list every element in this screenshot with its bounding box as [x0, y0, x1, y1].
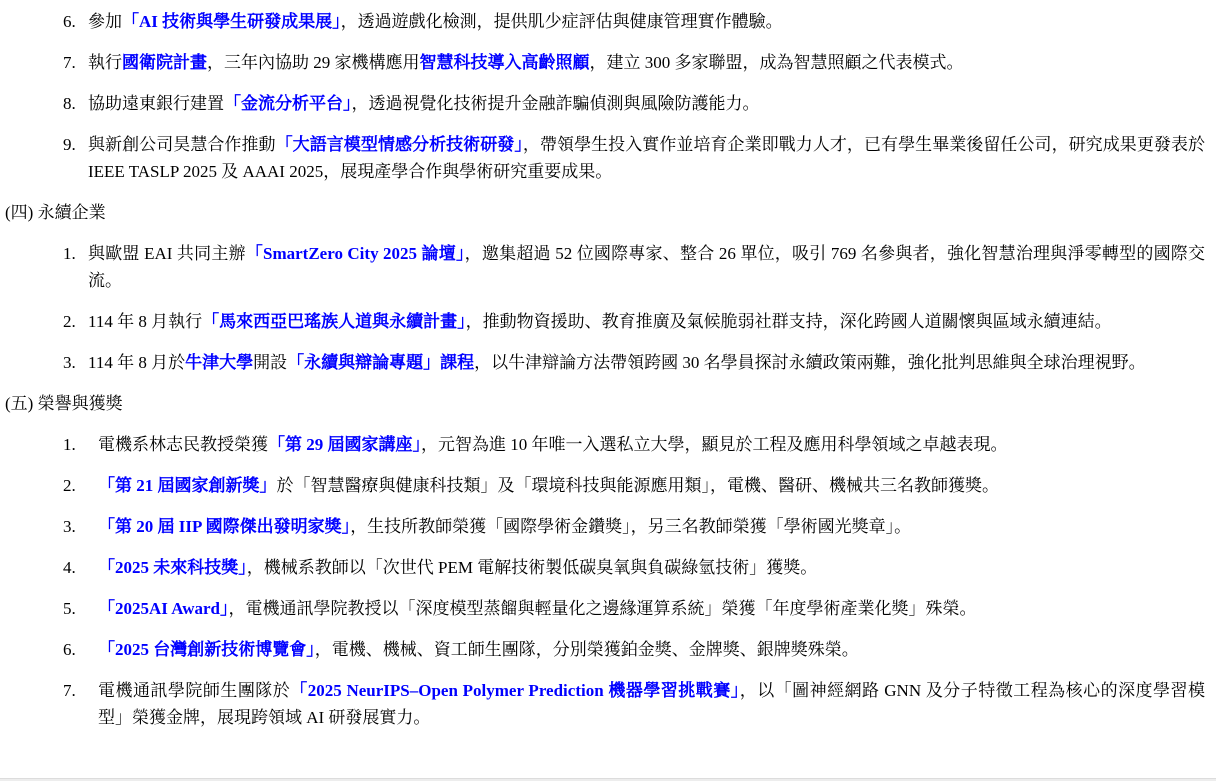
text-run: ，電機、機械、資工師生團隊，分別榮獲鉑金獎、金牌獎、銀牌獎殊榮。	[314, 640, 859, 659]
list-item	[0, 49, 1205, 76]
list-item	[0, 240, 1205, 294]
list-item	[0, 131, 1205, 185]
section-heading-honors: (五) 榮譽與獲獎	[5, 394, 123, 413]
list-item-text	[98, 595, 1205, 622]
list-item	[0, 90, 1205, 117]
text-run: ，透過遊戲化檢測，提供肌少症評估與健康管理實作體驗。	[340, 12, 783, 31]
list-item-text	[88, 49, 1205, 76]
text-run: ，以牛津辯論方法帶領跨國 30 名學員探討永續政策兩難，強化批判思維與全球治理視野。	[474, 353, 1146, 372]
list-item-number: 6.	[63, 12, 76, 31]
list-item	[0, 636, 1205, 663]
highlighted-term: 「永續與辯論專題」課程	[287, 353, 475, 372]
highlighted-term: 國衛院計畫	[122, 53, 207, 72]
list-item-text	[88, 90, 1205, 117]
list-item	[0, 308, 1205, 335]
text-run: 與歐盟 EAI 共同主辦	[88, 244, 246, 263]
highlighted-term: 「2025 NeurIPS–Open Polymer Prediction 機器學習挑戰賽」	[290, 681, 740, 700]
text-run: 114 年 8 月執行	[88, 312, 203, 331]
highlighted-term: 「第 21 屆國家創新獎」	[98, 476, 277, 495]
highlighted-term: 「2025 未來科技獎」	[98, 558, 247, 577]
text-run: 協助遠東銀行建置	[88, 94, 224, 113]
list-item-text	[88, 308, 1205, 335]
text-run: 電機系林志民教授榮獲	[98, 435, 268, 454]
list-item-text	[98, 513, 1205, 540]
list-item-number: 5.	[63, 599, 76, 618]
text-run: ，機械系教師以「次世代 PEM 電解技術製低碳臭氧與負碳綠氫技術」獲獎。	[246, 558, 818, 577]
text-run: ，推動物資援助、教育推廣及氣候脆弱社群支持，深化跨國人道關懷與區域永續連結。	[465, 312, 1112, 331]
text-run: ，邀集超過 52 位國際專家、整合 26 單位，吸引 769 名參與者，強化智慧治理與淨零轉型的國際交流。	[88, 244, 1206, 290]
highlighted-term: 「AI 技術與學生研發成果展」	[122, 12, 341, 31]
list-item-number: 7.	[63, 681, 76, 700]
highlighted-term: 「2025 台灣創新技術博覽會」	[98, 640, 315, 659]
list-item-number: 8.	[63, 94, 76, 113]
list-item-number: 9.	[63, 135, 76, 154]
list-item	[0, 431, 1205, 458]
text-run: 電機通訊學院師生團隊於	[98, 681, 291, 700]
text-run: 與新創公司昊慧合作推動	[88, 135, 276, 154]
text-run: ，元智為進 10 年唯一入選私立大學，顯見於工程及應用科學領域之卓越表現。	[421, 435, 1008, 454]
text-run: ，帶領學生投入實作並培育企業即戰力人才，已有學生畢業後留任公司，研究成果更發表於 IEEE TASLP 2025 及 AAAI 2025，展現產學合作與學術研究重要成果。	[88, 135, 1206, 181]
text-run: ，電機通訊學院教授以「深度模型蒸餾與輕量化之邊緣運算系統」榮獲「年度學術產業化獎」殊榮。	[228, 599, 977, 618]
text-run: 於「智慧醫療與健康科技類」及「環境科技與能源應用類」，電機、醫研、機械共三名教師獲獎。	[276, 476, 999, 495]
text-run: ，建立 300 多家聯盟，成為智慧照顧之代表模式。	[589, 53, 964, 72]
list-item	[0, 472, 1205, 499]
text-run: 114 年 8 月於	[88, 353, 186, 372]
list-item-number: 2.	[63, 476, 76, 495]
list-item-text	[88, 8, 1205, 35]
list-item	[0, 677, 1205, 731]
highlighted-term: 「SmartZero City 2025 論壇」	[245, 244, 465, 263]
list-item-text	[98, 554, 1205, 581]
text-run: ，三年內協助 29 家機構應用	[207, 53, 420, 72]
text-run: ，生技所教師榮獲「國際學術金鑽獎」，另三名教師榮獲「學術國光獎章」。	[350, 517, 912, 536]
list-item-text	[88, 349, 1205, 376]
list-item	[0, 554, 1205, 581]
list-item	[0, 349, 1205, 376]
list-item-text	[98, 472, 1205, 499]
list-item-number: 4.	[63, 558, 76, 577]
list-item-number: 2.	[63, 312, 76, 331]
list-item	[0, 595, 1205, 622]
text-run: 開設	[253, 353, 288, 372]
text-run: 參加	[88, 12, 122, 31]
highlighted-term: 「2025AI Award」	[98, 599, 229, 618]
list-item-number: 3.	[63, 517, 76, 536]
list-item-number: 3.	[63, 353, 76, 372]
highlighted-term: 「第 29 屆國家講座」	[268, 435, 421, 454]
section-heading-sustainability: (四) 永續企業	[5, 203, 106, 222]
list-item-number: 6.	[63, 640, 76, 659]
list-item-number: 1.	[63, 435, 76, 454]
highlighted-term: 「第 20 屆 IIP 國際傑出發明家獎」	[98, 517, 351, 536]
list-item-text	[98, 636, 1205, 663]
highlighted-term: 智慧科技導入高齡照顧	[419, 53, 590, 72]
list-item-text	[98, 677, 1205, 731]
text-run: 執行	[88, 53, 122, 72]
highlighted-term: 牛津大學	[185, 353, 254, 372]
highlighted-term: 「金流分析平台」	[224, 94, 352, 113]
list-item-text	[88, 131, 1205, 185]
list-item	[0, 8, 1205, 35]
highlighted-term: 「大語言模型情感分析技術研發」	[275, 135, 523, 154]
text-run: ，以「圖神經網路 GNN 及分子特徵工程為核心的深度學習模型」榮獲金牌，展現跨領域 AI 研發展實力。	[98, 681, 1205, 727]
highlighted-term: 「馬來西亞巴瑤族人道與永續計畫」	[202, 312, 466, 331]
text-run: ，透過視覺化技術提升金融詐騙偵測與風險防護能力。	[351, 94, 760, 113]
list-item	[0, 513, 1205, 540]
list-item-number: 1.	[63, 244, 76, 263]
list-item-text	[88, 240, 1205, 294]
list-item-number: 7.	[63, 53, 76, 72]
list-item-text	[98, 431, 1205, 458]
